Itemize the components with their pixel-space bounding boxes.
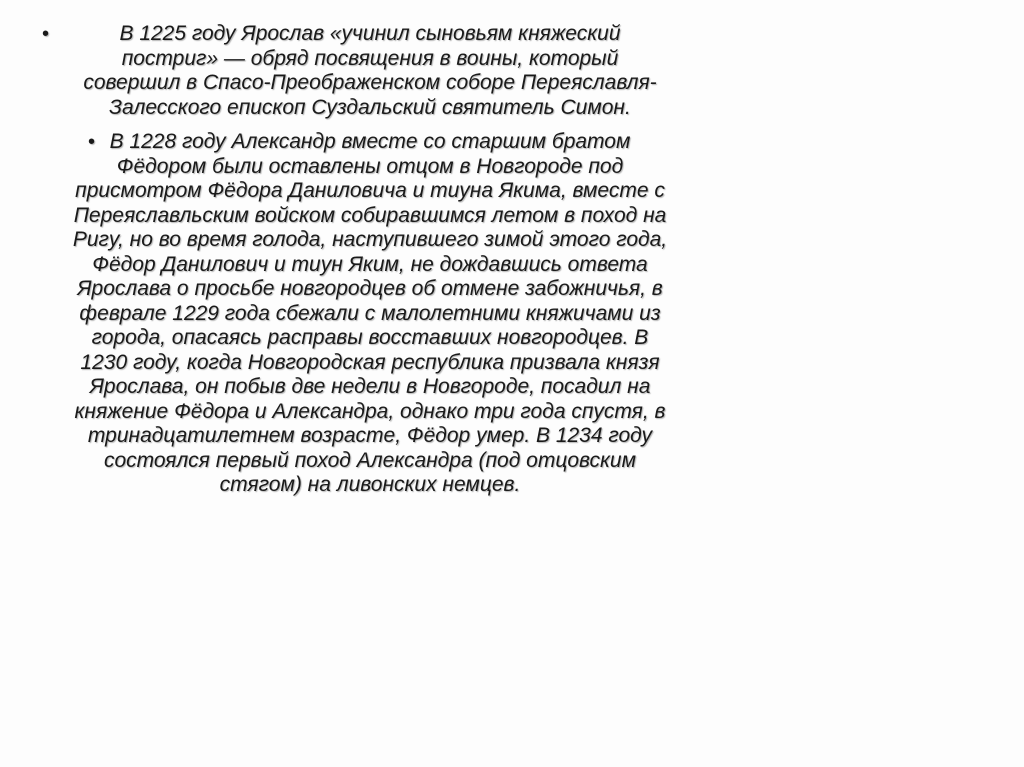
bullet-marker-icon: • (88, 131, 96, 153)
bullet-item-1228 (28, 130, 668, 498)
bullet-text-1225: В 1225 году Ярослав «учинил сыновьям княжеский постриг» — обряд посвящения в воины, который совершил в Спасо-Преображенском соборе Переяславля-Залесского епископ Суздальский святитель Симон. (83, 22, 657, 119)
bullet-list (28, 22, 668, 498)
bullet-marker-icon: • (42, 23, 50, 45)
slide-content (28, 22, 668, 508)
bullet-item-1225 (28, 22, 668, 120)
bullet-text-1228: В 1228 году Александр вместе со старшим братом Фёдором были оставлены отцом в Новгороде под присмотром Фёдора Даниловича и тиуна Якима, вместе с Переяславльским войском собиравшимся летом в поход на Ригу, но во время голода, наступившего зимой этого года, Фёдор Данилович и тиун Яким, не дождавшись ответа Ярослава о просьбе новгородцев об отмене забожничья, в феврале 1229 года сбежали с малолетними княжичами из города, опасаясь расправы восставших новгородцев. В 1230 году, когда Новгородская республика призвала князя Ярослава, он побыв две недели в Новгороде, посадил на княжение Фёдора и Александра, однако три года спустя, в тринадцатилетнем возрасте, Фёдор умер. В 1234 году состоялся первый поход Александра (под отцовским стягом) на ливонских немцев. (72, 130, 668, 496)
